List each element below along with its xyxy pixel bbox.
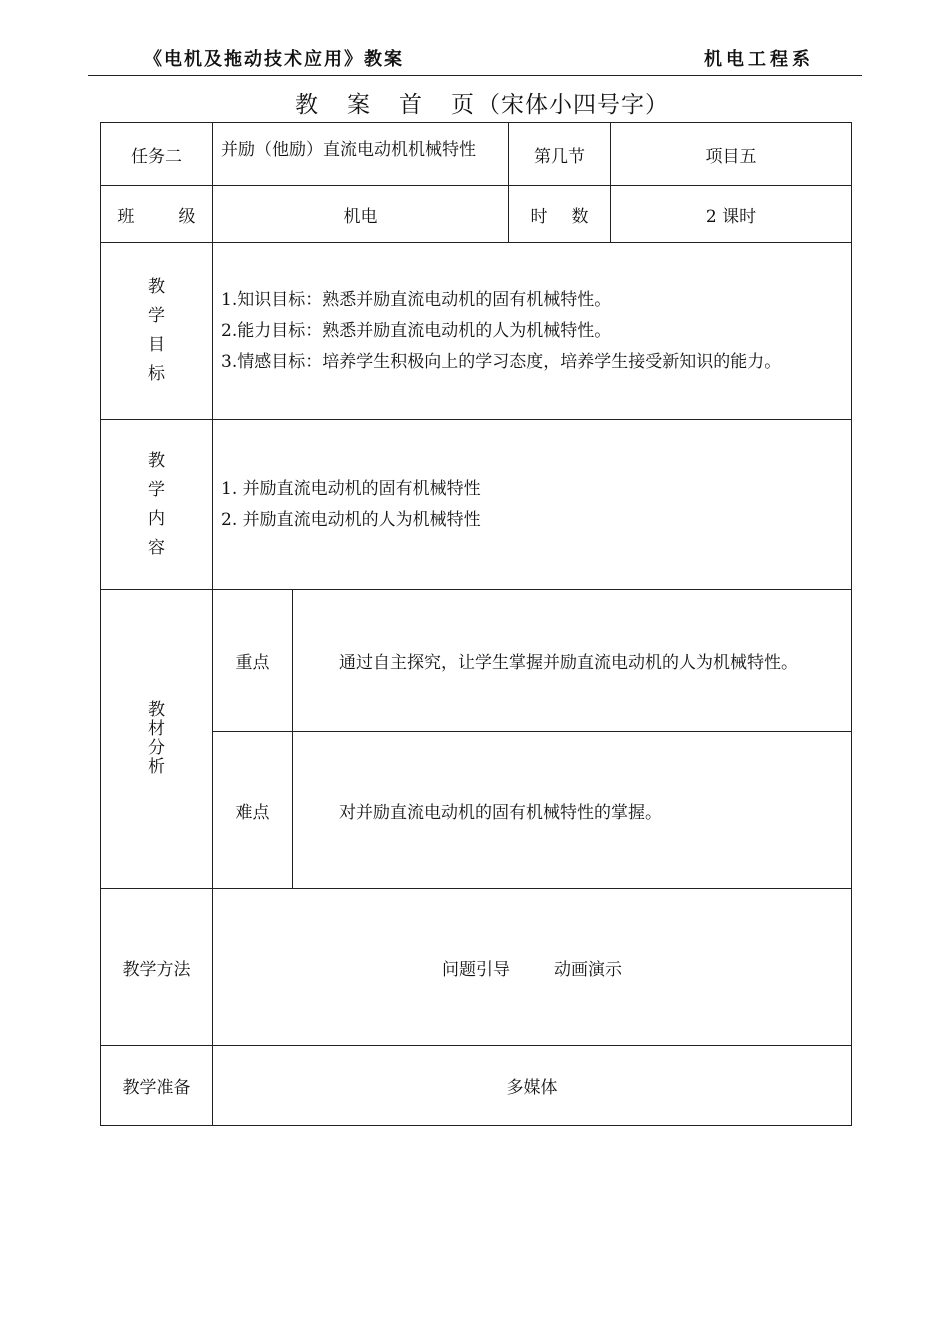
content-label-char: 学 [148,479,165,500]
difficulty-label: 难点 [213,732,293,889]
header-rule [88,75,862,76]
analysis-label-char: 材 [148,719,165,739]
content-label-char: 内 [148,508,165,529]
preparation-value: 多媒体 [213,1046,852,1126]
content-item: 2. 并励直流电动机的人为机械特性 [221,509,481,530]
preparation-label: 教学准备 [101,1046,213,1126]
content-label-char: 教 [148,450,165,471]
row-key-point [101,590,852,732]
hours-label-char-1: 时 [530,206,548,227]
content-item: 1. 并励直流电动机的固有机械特性 [221,478,481,499]
section-label: 第几节 [509,123,611,186]
lesson-plan-table [100,122,852,1126]
hours-label [509,186,611,243]
title-char-1: 教 [295,92,319,118]
key-point-label: 重点 [213,590,293,732]
content-label-char: 容 [148,537,165,558]
objectives-label-char: 学 [148,306,165,326]
hours-label-char-2: 数 [571,206,589,227]
analysis-label-char: 教 [148,700,165,720]
row-content [101,420,852,590]
title-char-3: 首 [399,92,423,118]
title-note: （宋体小四号字） [477,92,669,118]
method-value-2: 动画演示 [554,959,622,980]
objectives-label [101,243,213,420]
department-header: 机电工程系 [704,49,814,70]
row-method [101,889,852,1046]
analysis-label [101,590,213,889]
page-title [0,86,950,119]
title-char-4: 页 [451,92,475,118]
row-task [101,123,852,186]
objectives-label-char: 标 [148,364,165,384]
objectives-label-char: 教 [148,277,165,297]
class-value: 机电 [213,186,509,243]
method-label: 教学方法 [101,889,213,1046]
title-char-2: 案 [347,92,371,118]
task-name: 并励（他励）直流电动机机械特性 [213,123,509,186]
row-difficulty [101,732,852,889]
content-label [101,420,213,590]
key-point-text: 通过自主探究，让学生掌握并励直流电动机的人为机械特性。 [293,590,852,732]
class-label-char-1: 班 [117,206,135,227]
method-value-1: 问题引导 [442,959,510,980]
method-value [213,889,852,1046]
analysis-label-char: 析 [148,757,165,777]
row-objectives [101,243,852,420]
objective-item: 3.情感目标：培养学生积极向上的学习态度，培养学生接受新知识的能力。 [221,351,782,372]
project-value: 项目五 [611,123,852,186]
objective-item: 2.能力目标：熟悉并励直流电动机的人为机械特性。 [221,320,612,341]
analysis-label-char: 分 [148,738,165,758]
row-class [101,186,852,243]
task-label: 任务二 [101,123,213,186]
hours-value: 2 课时 [611,186,852,243]
content-list [213,420,852,590]
objectives-list [213,243,852,420]
class-label [101,186,213,243]
row-preparation [101,1046,852,1126]
class-label-char-2: 级 [178,206,196,227]
difficulty-text: 对并励直流电动机的固有机械特性的掌握。 [293,732,852,889]
course-header: 《电机及拖动技术应用》教案 [144,49,404,70]
objectives-label-char: 目 [148,335,165,355]
objective-item: 1.知识目标：熟悉并励直流电动机的固有机械特性。 [221,289,612,310]
